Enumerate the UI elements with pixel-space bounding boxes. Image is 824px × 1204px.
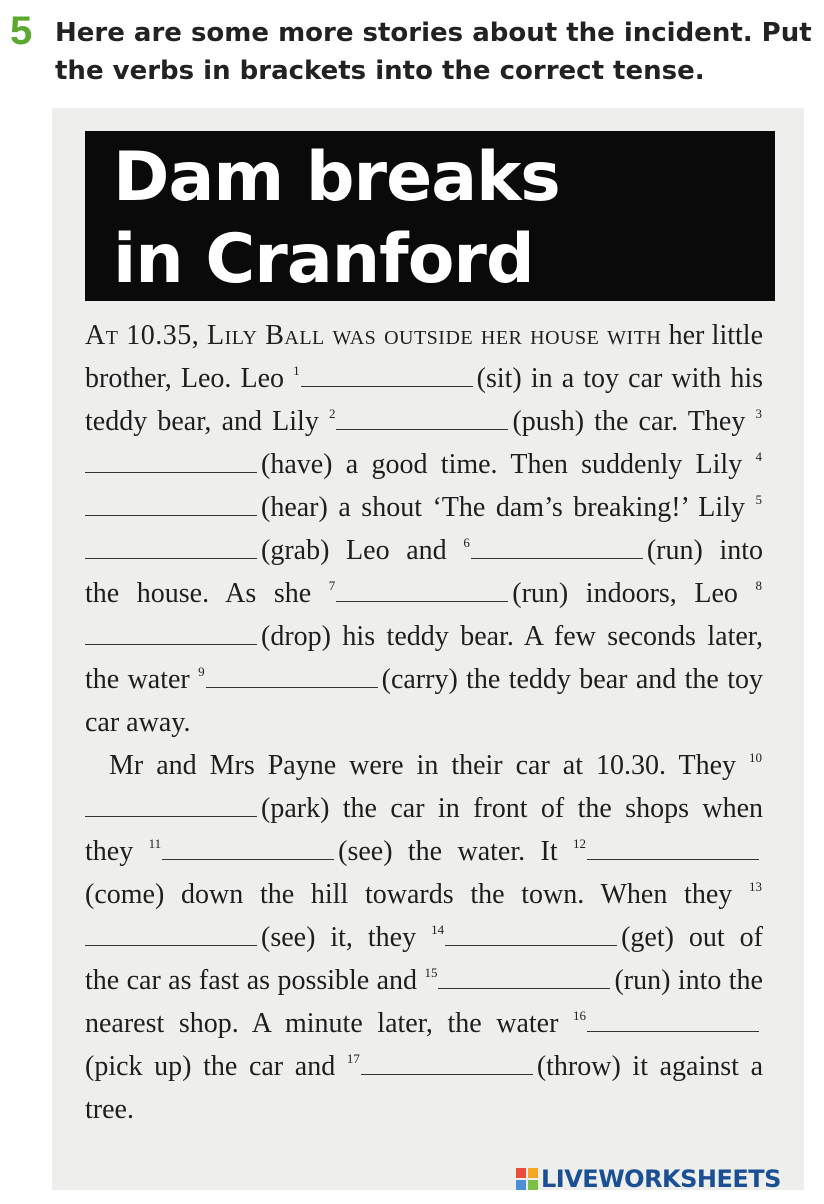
story-lead: At 10.35, Lily Ball was outside her house with [85, 320, 662, 351]
gap-number-9: 9 [198, 664, 205, 679]
answer-gap-4[interactable] [85, 493, 257, 516]
answer-gap-10[interactable] [85, 794, 257, 817]
gap-number-10: 10 [749, 750, 762, 765]
liveworksheets-logo-icon [516, 1168, 538, 1190]
gap-number-13: 13 [749, 879, 762, 894]
headline-line-1: Dam breaks [113, 138, 560, 217]
gap-number-12: 12 [572, 836, 586, 851]
logo-square-3 [516, 1180, 526, 1190]
answer-gap-14[interactable] [445, 923, 617, 946]
newspaper-page [52, 108, 804, 1190]
gap-number-8: 8 [755, 578, 762, 593]
answer-gap-5[interactable] [85, 536, 257, 559]
gap-number-17: 17 [346, 1051, 360, 1066]
story-paragraph-1: At 10.35, Lily Ball was outside her house with her little brother, Leo. Leo $^1$ (sit) in a toy car with his teddy bear, and Lily $^2$ (push) the car. They $^3$(have) a good time. Then suddenly Lily $^4$(hear) a shout ‘The dam’s breaking!’ Lily $^5$(grab) Leo and $^6$ (run) into the house. As she $^7$ (run) indoors, Leo $^8$(drop) his teddy bear. A few seconds later, the water $^9$ (carry) the teddy bear and the toy car away. [85, 320, 764, 738]
instructions-line-2: the verbs in brackets into the correct tense. [55, 56, 705, 86]
instructions-line-1: Here are some more stories about the incident. Put [55, 18, 812, 48]
answer-gap-9[interactable] [206, 665, 378, 688]
exercise-number: 5 [10, 9, 33, 53]
gap-number-1: 1 [293, 363, 300, 378]
answer-gap-15[interactable] [438, 966, 610, 989]
headline-line-2: in Cranford [113, 220, 534, 299]
answer-gap-11[interactable] [162, 837, 334, 860]
gap-number-7: 7 [328, 578, 336, 593]
gap-number-16: 16 [573, 1008, 586, 1023]
story-text [85, 314, 763, 1131]
gap-number-2: 2 [328, 406, 336, 421]
answer-gap-3[interactable] [85, 450, 257, 473]
gap-number-11: 11 [148, 836, 162, 851]
liveworksheets-logo [516, 1163, 781, 1195]
gap-number-4: 4 [755, 449, 762, 464]
answer-gap-6[interactable] [471, 536, 643, 559]
gap-number-15: 15 [424, 965, 438, 980]
answer-gap-2[interactable] [336, 407, 508, 430]
gap-number-5: 5 [755, 492, 762, 507]
answer-gap-13[interactable] [85, 923, 257, 946]
answer-gap-7[interactable] [336, 579, 508, 602]
answer-gap-16[interactable] [587, 1009, 759, 1032]
gap-number-14: 14 [431, 922, 445, 937]
answer-gap-8[interactable] [85, 622, 257, 645]
headline-banner [85, 131, 775, 301]
logo-square-4 [528, 1180, 538, 1190]
logo-text: LIVEWORKSHEETS [541, 1165, 781, 1193]
gap-number-3: 3 [755, 406, 762, 421]
answer-gap-17[interactable] [361, 1052, 533, 1075]
gap-number-6: 6 [463, 535, 470, 550]
answer-gap-1[interactable] [301, 364, 473, 387]
logo-square-1 [516, 1168, 526, 1178]
story-paragraph-2: Mr and Mrs Payne were in their car at 10.30. They $^{10}$(park) the car in front of the shops when they $^{11}$ (see) the water. It $^{12}$(come) down the hill towards the town. When they $^{13}$(see) it, they $^{14}$ (get) out of the car as fast as possible and $^{15}$ (run) into the nearest shop. A minute later, the water $^{16}$(pick up) the car and $^{17}$ (throw) it against a tree. [85, 750, 763, 1125]
exercise-instructions [55, 14, 812, 90]
answer-gap-12[interactable] [587, 837, 759, 860]
logo-square-2 [528, 1168, 538, 1178]
